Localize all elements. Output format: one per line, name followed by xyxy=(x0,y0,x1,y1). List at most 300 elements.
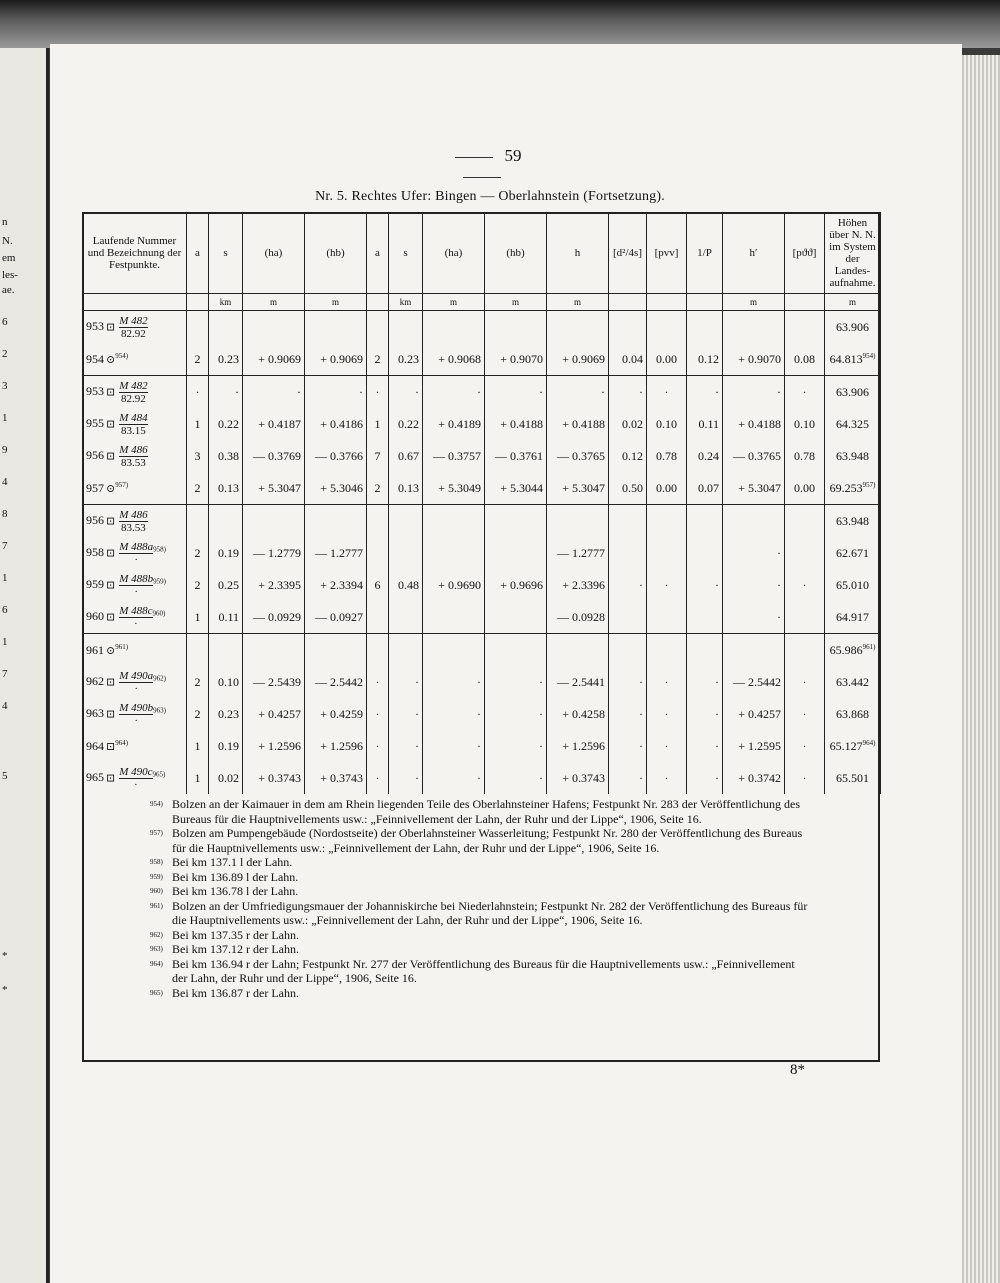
cell-height xyxy=(825,343,881,376)
cell-hb: + 0.4186 xyxy=(305,408,367,440)
footnote-ref: 962) xyxy=(153,673,166,682)
previous-page-fragment: 4 xyxy=(2,700,8,712)
cell-a2 xyxy=(367,311,389,344)
table-row xyxy=(83,634,881,667)
table-row xyxy=(83,666,881,698)
previous-page-fragment: 2 xyxy=(2,348,8,360)
cell-a: 2 xyxy=(187,569,209,601)
cell-ip: · xyxy=(687,569,723,601)
cell-a: 2 xyxy=(187,537,209,569)
cell-a xyxy=(187,311,209,344)
benchmark-label xyxy=(83,730,187,762)
mark-value: · xyxy=(134,617,138,630)
cell-hp xyxy=(723,311,785,344)
cell-hp: + 0.4188 xyxy=(723,408,785,440)
height-value: 63.948 xyxy=(836,448,869,463)
footnote-ref: 964) xyxy=(115,738,129,747)
benchmark-number: 965 xyxy=(86,769,104,784)
benchmark-symbol-icon: ⊡ xyxy=(106,385,116,398)
footnote xyxy=(150,928,810,943)
height-value: 65.010 xyxy=(836,577,869,592)
height-value: 64.325 xyxy=(836,416,869,431)
col-pdd-header: [pϑϑ] xyxy=(785,213,825,294)
cell-pdd xyxy=(785,634,825,667)
cell-height xyxy=(825,472,881,505)
cell-a2 xyxy=(367,634,389,667)
benchmark-label xyxy=(83,634,187,667)
mark-fraction xyxy=(119,315,147,340)
units-row xyxy=(83,294,881,311)
benchmark-label xyxy=(83,376,187,409)
cell-s: 0.13 xyxy=(209,472,243,505)
cell-a: 2 xyxy=(187,666,209,698)
cell-hb2: · xyxy=(485,376,547,409)
cell-s: 0.19 xyxy=(209,730,243,762)
cell-hp xyxy=(723,634,785,667)
cell-d2: 0.02 xyxy=(609,408,647,440)
cell-s: 0.10 xyxy=(209,666,243,698)
cell-hb2 xyxy=(485,601,547,634)
benchmark-number: 955 xyxy=(86,415,104,430)
mark-fraction xyxy=(119,444,147,469)
cell-ha: — 1.2779 xyxy=(243,537,305,569)
footnote-ref: 960) xyxy=(152,608,166,617)
cell-hb: — 2.5442 xyxy=(305,666,367,698)
benchmark-label xyxy=(83,569,187,601)
col-hb-header: (hb) xyxy=(305,213,367,294)
cell-a2: 1 xyxy=(367,408,389,440)
cell-pdd: · xyxy=(785,376,825,409)
table-row xyxy=(83,505,881,538)
mark-fraction xyxy=(119,766,152,791)
cell-s2: · xyxy=(389,730,423,762)
footnote-text: Bei km 136.78 l der Lahn. xyxy=(172,884,299,898)
cell-pvv xyxy=(647,311,687,344)
cell-a2: · xyxy=(367,762,389,794)
previous-page-fragment: 3 xyxy=(2,380,8,392)
cell-ha2 xyxy=(423,505,485,538)
cell-hp: · xyxy=(723,537,785,569)
cell-ha: + 2.3395 xyxy=(243,569,305,601)
unit-heights: m xyxy=(825,294,881,311)
previous-page-fragment: 5 xyxy=(2,770,8,782)
mark-code: M 488c xyxy=(119,604,153,617)
benchmark-number: 957 xyxy=(86,480,104,495)
cell-a2: · xyxy=(367,698,389,730)
cell-hb2: · xyxy=(485,730,547,762)
col-s-header: s xyxy=(209,213,243,294)
cell-ha: — 0.0929 xyxy=(243,601,305,634)
benchmark-symbol-icon: ⊡ xyxy=(106,610,116,623)
footnote xyxy=(150,870,810,885)
footnote-mark: 959) xyxy=(150,872,163,881)
mark-value: 83.53 xyxy=(121,456,146,469)
cell-hp: + 0.4257 xyxy=(723,698,785,730)
cell-hp: + 0.9070 xyxy=(723,343,785,376)
cell-height xyxy=(825,376,881,409)
benchmark-symbol-icon: ⊙ xyxy=(106,482,116,495)
footnote-text: Bei km 137.35 r der Lahn. xyxy=(172,927,299,942)
col-ha2-header: (ha) xyxy=(423,213,485,294)
mark-fraction xyxy=(119,380,147,405)
cell-ha: + 0.3743 xyxy=(243,762,305,794)
mark-fraction xyxy=(119,702,153,727)
cell-s xyxy=(209,634,243,667)
table-row xyxy=(83,408,881,440)
footnote-text: Bei km 136.87 r der Lahn. xyxy=(172,985,299,1000)
mark-fraction xyxy=(119,573,153,598)
footnote xyxy=(150,899,810,928)
cell-hb: + 5.3046 xyxy=(305,472,367,505)
cell-a: · xyxy=(187,376,209,409)
benchmark-number: 953 xyxy=(86,318,104,333)
benchmark-label xyxy=(83,666,187,698)
cell-s: 0.38 xyxy=(209,440,243,472)
benchmark-symbol-icon: ⊡ xyxy=(106,417,116,430)
col-h-header: h xyxy=(547,213,609,294)
mark-value: 82.92 xyxy=(121,392,146,405)
footnote-text: Bei km 136.94 r der Lahn; Festpunkt Nr. 277 der Veröffentlichung des Bureaus für die Hauptnivellements usw.: „Feinnivellement der Lahn, der Ruhr und der Lippe“, 1906, Seite 16. xyxy=(172,956,795,985)
cell-a2: · xyxy=(367,376,389,409)
height-value: 69.253 xyxy=(829,480,863,495)
benchmark-number: 964 xyxy=(86,738,104,753)
cell-s2 xyxy=(389,634,423,667)
table-row xyxy=(83,762,881,794)
benchmark-symbol-icon: ⊙ xyxy=(106,353,116,366)
cell-hb2 xyxy=(485,537,547,569)
cell-d2: 0.12 xyxy=(609,440,647,472)
cell-hb xyxy=(305,634,367,667)
previous-page-fragment: les- xyxy=(2,269,18,281)
mark-fraction xyxy=(119,509,147,534)
cell-hb: — 0.3766 xyxy=(305,440,367,472)
height-value: 65.127 xyxy=(829,738,863,753)
footnote-ref: 954) xyxy=(115,351,129,360)
table-row xyxy=(83,311,881,344)
sheet-signature: 8* xyxy=(790,1062,805,1078)
cell-hb2: · xyxy=(485,666,547,698)
col-a2-header: a xyxy=(367,213,389,294)
cell-d2: 0.04 xyxy=(609,343,647,376)
cell-h: — 0.3765 xyxy=(547,440,609,472)
mark-value: · xyxy=(134,682,139,695)
footnote-ref: 957) xyxy=(115,480,129,489)
cell-height xyxy=(825,634,881,667)
cell-d2: · xyxy=(609,762,647,794)
cell-d2: · xyxy=(609,376,647,409)
cell-ip: · xyxy=(687,730,723,762)
cell-hp: · xyxy=(723,569,785,601)
cell-s2 xyxy=(389,505,423,538)
cell-ip: · xyxy=(687,698,723,730)
cell-s xyxy=(209,505,243,538)
cell-ip: 0.24 xyxy=(687,440,723,472)
previous-page-fragment: 6 xyxy=(2,316,8,328)
table-row xyxy=(83,343,881,376)
cell-pdd: · xyxy=(785,666,825,698)
benchmark-number: 953 xyxy=(86,383,104,398)
cell-pvv: · xyxy=(647,730,687,762)
previous-page-fragment: * xyxy=(2,984,8,996)
cell-pdd: · xyxy=(785,762,825,794)
cell-hb: + 0.9069 xyxy=(305,343,367,376)
cell-pvv: · xyxy=(647,569,687,601)
cell-a: 3 xyxy=(187,440,209,472)
previous-page-fragment: 4 xyxy=(2,476,8,488)
benchmark-number: 956 xyxy=(86,447,104,462)
cell-ha2: · xyxy=(423,698,485,730)
previous-page-fragment: * xyxy=(2,950,8,962)
table-caption: Nr. 5. Rechtes Ufer: Bingen — Oberlahnstein (Fortsetzung). xyxy=(315,189,665,204)
benchmark-number: 959 xyxy=(86,576,104,591)
previous-page-edge xyxy=(0,48,49,1283)
cell-d2 xyxy=(609,634,647,667)
col-h-prime-header: h′ xyxy=(723,213,785,294)
footnote-text: Bei km 137.12 r der Lahn. xyxy=(172,942,299,956)
cell-ip: 0.12 xyxy=(687,343,723,376)
mark-code: M 482 xyxy=(119,379,148,392)
cell-a2: · xyxy=(367,730,389,762)
table-row xyxy=(83,698,881,730)
cell-ip xyxy=(687,311,723,344)
footnote xyxy=(150,942,810,957)
benchmark-label xyxy=(83,408,187,440)
cell-hb2 xyxy=(485,634,547,667)
cell-ha2 xyxy=(423,601,485,634)
cell-hp: + 1.2595 xyxy=(723,730,785,762)
unit-h: m xyxy=(547,294,609,311)
cell-hb: + 0.4259 xyxy=(305,698,367,730)
cell-hb: — 1.2777 xyxy=(305,537,367,569)
cell-a2 xyxy=(367,601,389,634)
previous-page-fragment: ae. xyxy=(2,284,15,296)
mark-fraction xyxy=(119,412,147,437)
cell-ha: + 1.2596 xyxy=(243,730,305,762)
cell-h xyxy=(547,634,609,667)
cell-a xyxy=(187,634,209,667)
cell-ha: + 5.3047 xyxy=(243,472,305,505)
cell-height xyxy=(825,601,881,634)
footnote-text: Bolzen an der Kaimauer in dem am Rhein liegenden Teile des Oberlahnsteiner Hafens; Festpunkt Nr. 283 der Veröffentlichung des Bureaus für die Hauptnivellements usw.: „Feinnivellement der Lahn, der Ruhr und der Lippe“, 1906, Seite 16. xyxy=(172,797,800,826)
footnote-mark: 957) xyxy=(150,829,163,837)
mark-code: M 488a xyxy=(119,540,154,553)
mark-value: 83.53 xyxy=(121,521,146,534)
cell-hb xyxy=(305,505,367,538)
footnote-mark: 960) xyxy=(150,887,163,895)
cell-a2: 2 xyxy=(367,472,389,505)
cell-h: + 5.3047 xyxy=(547,472,609,505)
height-value: 63.906 xyxy=(836,319,869,334)
benchmark-symbol-icon: ⊡ xyxy=(106,546,116,559)
cell-ha2: + 0.9690 xyxy=(423,569,485,601)
mark-code: M 486 xyxy=(119,508,148,521)
cell-s: 0.11 xyxy=(209,601,243,634)
cell-a: 1 xyxy=(187,601,209,634)
cell-hb2: — 0.3761 xyxy=(485,440,547,472)
cell-d2: 0.50 xyxy=(609,472,647,505)
benchmark-label xyxy=(83,343,187,376)
cell-hp: · xyxy=(723,601,785,634)
height-value: 65.986 xyxy=(829,642,863,657)
cell-s2: 0.67 xyxy=(389,440,423,472)
cell-s2: · xyxy=(389,376,423,409)
cell-h xyxy=(547,311,609,344)
cell-pdd xyxy=(785,537,825,569)
cell-pdd: 0.08 xyxy=(785,343,825,376)
cell-s2: · xyxy=(389,762,423,794)
cell-hb xyxy=(305,311,367,344)
cell-ha: + 0.4257 xyxy=(243,698,305,730)
cell-pdd: 0.10 xyxy=(785,408,825,440)
cell-a: 2 xyxy=(187,698,209,730)
footnote xyxy=(150,957,810,986)
cell-pdd: 0.00 xyxy=(785,472,825,505)
cell-d2 xyxy=(609,537,647,569)
cell-s: 0.19 xyxy=(209,537,243,569)
cell-s2: 0.13 xyxy=(389,472,423,505)
footnote-mark: 954) xyxy=(150,800,163,808)
footnote-ref: 965) xyxy=(152,769,166,778)
cell-s2 xyxy=(389,311,423,344)
cell-height xyxy=(825,730,881,762)
cell-hb: + 1.2596 xyxy=(305,730,367,762)
cell-ha xyxy=(243,311,305,344)
cell-s: · xyxy=(209,376,243,409)
cell-s2: 0.23 xyxy=(389,343,423,376)
cell-pvv: 0.00 xyxy=(647,472,687,505)
cell-ip xyxy=(687,601,723,634)
height-value: 64.917 xyxy=(836,609,869,624)
height-value: 64.813 xyxy=(829,351,863,366)
cell-pvv xyxy=(647,537,687,569)
cell-d2 xyxy=(609,311,647,344)
mark-code: M 482 xyxy=(119,314,148,327)
cell-a: 1 xyxy=(187,730,209,762)
cell-pdd: 0.78 xyxy=(785,440,825,472)
leveling-table xyxy=(82,212,881,794)
cell-ha xyxy=(243,634,305,667)
cell-height xyxy=(825,569,881,601)
table-row xyxy=(83,569,881,601)
cell-height xyxy=(825,666,881,698)
cell-ha: + 0.4187 xyxy=(243,408,305,440)
benchmark-number: 956 xyxy=(86,512,104,527)
unit-hb2: m xyxy=(485,294,547,311)
footnote-text: Bolzen am Pumpengebäude (Nordostseite) der Oberlahnsteiner Wasserleitung; Festpunkt Nr. 280 der Veröffentlichung des Bureaus für die Hauptnivellements usw.: „Feinnivellement der Lahn, der Ruhr und der Lippe“, 1906, Seite 16. xyxy=(172,826,803,855)
mark-fraction xyxy=(119,670,153,695)
benchmark-label xyxy=(83,311,187,344)
benchmark-symbol-icon: ⊡ xyxy=(106,707,116,720)
cell-pvv: · xyxy=(647,698,687,730)
mark-fraction xyxy=(119,541,153,566)
cell-hb2: + 0.9070 xyxy=(485,343,547,376)
footnote-mark: 961) xyxy=(150,901,163,910)
col-s2-header: s xyxy=(389,213,423,294)
table-header-row xyxy=(83,213,881,294)
cell-hb2: · xyxy=(485,698,547,730)
cell-a: 1 xyxy=(187,408,209,440)
cell-pvv xyxy=(647,601,687,634)
cell-hb2: + 5.3044 xyxy=(485,472,547,505)
cell-a: 1 xyxy=(187,762,209,794)
benchmark-symbol-icon: ⊡ xyxy=(106,449,116,462)
cell-ha2 xyxy=(423,537,485,569)
cell-h: + 1.2596 xyxy=(547,730,609,762)
mark-value: 83.15 xyxy=(121,424,146,437)
height-value: 63.906 xyxy=(836,384,869,399)
cell-d2: · xyxy=(609,666,647,698)
col-inv-p-header: 1/P xyxy=(687,213,723,294)
cell-hb2 xyxy=(485,505,547,538)
cell-s: 0.23 xyxy=(209,343,243,376)
previous-page-fragment: 7 xyxy=(2,540,8,552)
cell-ha2: + 0.9068 xyxy=(423,343,485,376)
unit-ha: m xyxy=(243,294,305,311)
footnote-text: Bei km 136.89 l der Lahn. xyxy=(172,869,299,884)
footnote-mark: 962) xyxy=(150,930,163,939)
col-a-header: a xyxy=(187,213,209,294)
cell-a2: · xyxy=(367,666,389,698)
cell-pvv: 0.00 xyxy=(647,343,687,376)
mark-code: M 484 xyxy=(119,411,148,424)
benchmark-label xyxy=(83,505,187,538)
table-row xyxy=(83,730,881,762)
benchmark-symbol-icon: ⊡ xyxy=(106,514,116,527)
unit-h-prime: m xyxy=(723,294,785,311)
cell-hb: + 0.3743 xyxy=(305,762,367,794)
cell-s: 0.02 xyxy=(209,762,243,794)
previous-page-fragment: N. xyxy=(2,235,13,247)
unit-s2: km xyxy=(389,294,423,311)
benchmark-number: 958 xyxy=(86,544,104,559)
cell-h: + 0.4188 xyxy=(547,408,609,440)
cell-a2 xyxy=(367,537,389,569)
unit-ha2: m xyxy=(423,294,485,311)
benchmark-number: 963 xyxy=(86,705,104,720)
previous-page-fragment: 1 xyxy=(2,572,8,584)
cell-ha: · xyxy=(243,376,305,409)
previous-page-fragment: 6 xyxy=(2,604,8,616)
cell-ha2: · xyxy=(423,762,485,794)
previous-page-fragment: 9 xyxy=(2,444,8,456)
cell-s: 0.25 xyxy=(209,569,243,601)
table-row xyxy=(83,376,881,409)
unit-s: km xyxy=(209,294,243,311)
cell-hb2: + 0.9696 xyxy=(485,569,547,601)
cell-d2 xyxy=(609,505,647,538)
height-footnote-ref: 957) xyxy=(862,480,876,489)
cell-ip: 0.11 xyxy=(687,408,723,440)
cell-pvv xyxy=(647,634,687,667)
previous-page-fragment: 1 xyxy=(2,412,8,424)
mark-code: M 488b xyxy=(119,572,154,585)
mark-code: M 490a xyxy=(119,669,154,682)
col-heights-header: Höhen über N. N. im System der Landes-aufnahme. xyxy=(825,213,881,294)
previous-page-fragment: 7 xyxy=(2,668,8,680)
footnote xyxy=(150,884,810,899)
footnote xyxy=(150,986,810,1001)
mark-code: M 490b xyxy=(119,701,154,714)
cell-h: + 2.3396 xyxy=(547,569,609,601)
benchmark-label xyxy=(83,537,187,569)
cell-pdd xyxy=(785,601,825,634)
cell-hb: + 2.3394 xyxy=(305,569,367,601)
mark-value: · xyxy=(134,585,139,598)
cell-h: — 0.0928 xyxy=(547,601,609,634)
footnote xyxy=(150,826,810,855)
cell-ha: — 0.3769 xyxy=(243,440,305,472)
benchmark-number: 954 xyxy=(86,351,104,366)
